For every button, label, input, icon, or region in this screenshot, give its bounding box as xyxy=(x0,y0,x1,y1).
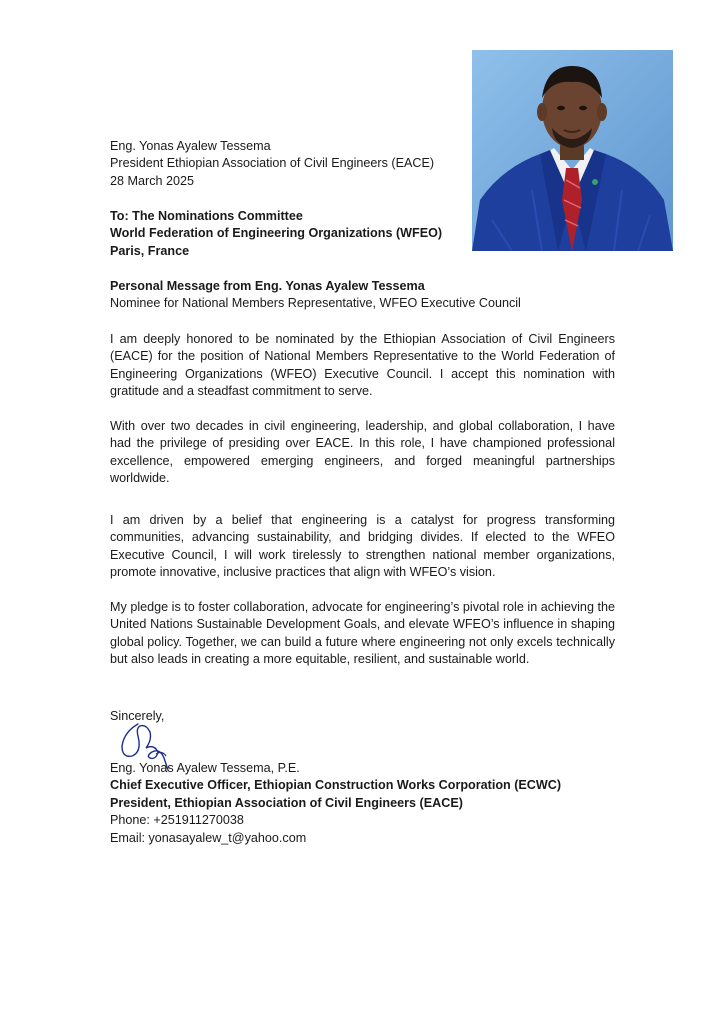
paragraph-text: My pledge is to foster collaboration, advocate for engineering’s pivotal role in achieving the United Nations Sustainable Development Goals, and elevate WFEO’s influence in shaping global policy. Together, we can build a future where engineering not only excels technically but also leads in creating a more equitable, resilient, and sustainable world. xyxy=(110,600,615,667)
signatory-role-1: Chief Executive Officer, Ethiopian Construction Works Corporation (ECWC) xyxy=(110,778,562,793)
signatory-email: Email: yonasayalew_t@yahoo.com xyxy=(110,830,307,845)
sender-title: President Ethiopian Association of Civil Engineers (EACE) xyxy=(110,156,435,171)
signatory-phone: Phone: +251911270038 xyxy=(110,813,244,828)
signatory-role-2: President, Ethiopian Association of Civil Engineers (EACE) xyxy=(110,795,463,810)
recipient-line-3: Paris, France xyxy=(110,243,190,258)
signatory-name: Eng. Yonas Ayalew Tessema, P.E. xyxy=(110,761,300,775)
paragraph-text: I am deeply honored to be nominated by the Ethiopian Association of Civil Engineers (EACE) for the position of National Members Representative to the World Federation of Engineering Organizations (WFEO) Executive Council. I accept this nomination with gratitude and a steadfast commitment to serve. xyxy=(110,332,615,399)
recipient-line-2: World Federation of Engineering Organizations (WFEO) xyxy=(110,226,443,241)
paragraph-text: With over two decades in civil engineering, leadership, and global collaboration, I have had the privilege of presiding over EACE. In this role, I have championed professional excellence, empowered emerging engineers, and forged meaningful partnerships worldwide. xyxy=(110,419,615,486)
subject-block xyxy=(110,278,615,313)
body-paragraph-3 xyxy=(110,512,615,582)
closing-text: Sincerely, xyxy=(110,709,165,723)
paragraph-text: I am driven by a belief that engineering is a catalyst for progress transforming communities, advancing sustainability, and bridging divides. If elected to the WFEO Executive Council, I will work tirelessly to strengthen national member organizations, promote innovative, inclusive practices that align with WFEO’s vision. xyxy=(110,513,615,580)
sender-name: Eng. Yonas Ayalew Tessema xyxy=(110,139,271,153)
subject-subheading: Nominee for National Members Representative, WFEO Executive Council xyxy=(110,296,521,311)
recipient-block xyxy=(110,208,615,260)
letter-date: 28 March 2025 xyxy=(110,173,195,188)
body-paragraph-2 xyxy=(110,418,615,488)
body-paragraph-4 xyxy=(110,599,615,669)
recipient-line-1: To: The Nominations Committee xyxy=(110,209,303,223)
signature-block xyxy=(110,760,615,847)
body-paragraph-1 xyxy=(110,331,615,401)
subject-heading: Personal Message from Eng. Yonas Ayalew Tessema xyxy=(110,279,425,293)
sender-block xyxy=(110,138,615,190)
